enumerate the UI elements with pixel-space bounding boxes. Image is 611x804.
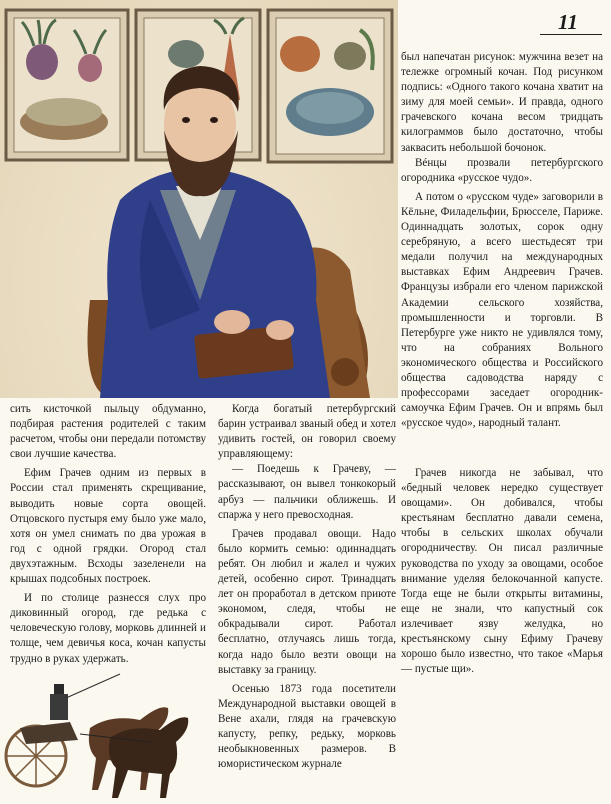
text-column-left bbox=[10, 402, 206, 667]
paragraph: Ефим Грачев одним из первых в России стал применять скрещивание, выводить новые сорта овощей. Отцовского пустыря ему было уже мало, хотя он умел снимать по два урожая в год с одной грядки. Огород стал двухэтажным. Всходы зазеленели на крышах подсобных построек. bbox=[10, 467, 206, 586]
carriage-illustration bbox=[0, 664, 205, 800]
page-number-rule bbox=[540, 34, 602, 35]
paragraph: Осенью 1873 года посетители Международной выставки овощей в Вене ахали, глядя на грачевскую капусту, репку, редьку, морковь необыкновенных размеров. В юмористическом журнале bbox=[218, 682, 396, 771]
carriage-svg bbox=[0, 664, 205, 800]
paragraph: Вéнцы прозвали петербургского огородника «русское чудо». bbox=[401, 156, 603, 184]
paragraph: сить кисточкой пыльцу обдуманно, подбирая растения родителей с таким расчетом, чтобы они передали потомству свои лучшие качества. bbox=[10, 403, 206, 461]
text-column-middle bbox=[218, 402, 396, 772]
paragraph: А потом о «русском чуде» заговорили в Кёльне, Филадельфии, Брюсселе, Париже. Одиннадцать золотых, сорок одну серебряную, а всего шестьдесят три медали получил на международных выставках Ефим Андреевич Грачев. Французы избрали его членом парижской Академии сельского хозяйства, промышленности и торговли. В Петербурге уже никто не удивлялся тому, что на собраниях Вольного экономического общества и Российского общества садоводства наряду с профессорами заседает огородник-самоучка Ефим Грачев. Он и впрямь был «русское чудо», народный талант. bbox=[401, 190, 603, 430]
page-number: 11 bbox=[558, 10, 578, 34]
paragraph: Грачев никогда не забывал, что «бедный человек нередко существует овощами». Он добивался, чтобы крестьянам бесплатно давали семена, чтобы в сельских школах обучали огородничеству. Он писал различные руководства по уходу за овощами, особое внимание уделяя белокочанной капусте. Тогда еще не были открыты витамины, еще не знали, что капустный сок излечивает язву желудка, но крестьянскому сыну Ефиму Грачеву хорошо было известно, что такое «Марья — пустые щи». bbox=[401, 467, 603, 676]
paragraph: был напечатан рисунок: мужчина везет на тележке огромный кочан. Под рисунком подпись: «Одного такого кочана хватит на зиму для моей семьи». И правда, одного грачевского кочана весом тридцать килограммов было достаточно, чтобы заквасить небольшой бочонок. bbox=[401, 51, 603, 154]
paragraph: Грачев продавал овощи. Надо было кормить семью: одиннадцать ребят. Он любил и жалел и чужих детей, особенно сирот. Тринадцать лет он проработал в детском приюте экономом, следя, чтобы не обкрадывали сирот. Работал бесплатно, отлучаясь лишь тогда, когда надо было везти овощи на выставку за границу. bbox=[218, 527, 396, 676]
paragraph: И по столице разнесся слух про диковинный огород, где редька с человеческую голову, морковь длинней и толще, чем девичья коса, кочан капусты трудно в руках удержать. bbox=[10, 592, 206, 665]
text-column-right-top bbox=[401, 50, 603, 431]
paragraph: — Поедешь к Грачеву, — рассказывают, он вывел тонкокорый арбуз — пальчики оближешь. И спаржа у него превосходная. bbox=[218, 463, 396, 521]
paragraph: Когда богатый петербургский барин устраивал званый обед и хотел удивить гостей, он говорил своему управляющему: bbox=[218, 403, 396, 461]
text-column-right-bottom bbox=[401, 466, 603, 677]
portrait-illustration bbox=[0, 0, 398, 398]
portrait-svg bbox=[0, 0, 398, 398]
